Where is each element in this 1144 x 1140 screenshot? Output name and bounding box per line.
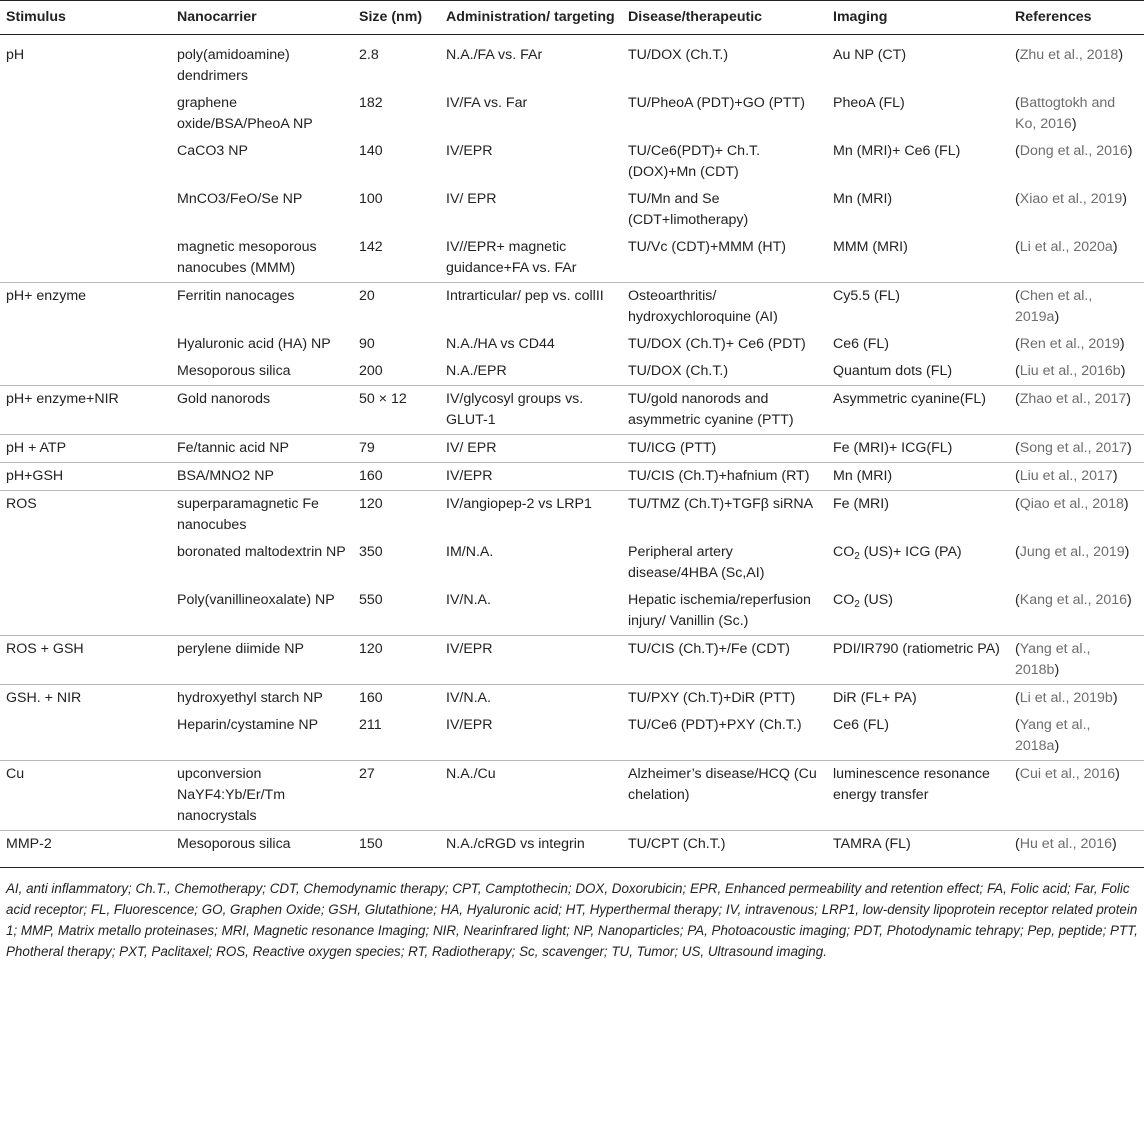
cell-stimulus: pH+ enzyme+NIR xyxy=(0,386,171,435)
cell-reference[interactable]: (Yang et al., 2018a) xyxy=(1015,717,1091,754)
cell-administration: IV/EPR xyxy=(440,463,622,491)
cell-reference[interactable]: (Song et al., 2017) xyxy=(1009,435,1144,463)
cell-administration: IV/ EPR xyxy=(440,435,622,463)
cell-administration: IV/EPR xyxy=(446,717,493,733)
cell-disease: TU/Mn and Se (CDT+limotherapy) xyxy=(628,191,749,228)
cell-size: 120 xyxy=(353,636,440,685)
cell-reference[interactable]: (Liu et al., 2016b) xyxy=(1015,363,1126,379)
table-row xyxy=(0,463,1144,491)
cell-administration: IV/N.A. xyxy=(440,685,622,713)
cell-nanocarrier: superparamagnetic Fe nanocubes xyxy=(171,491,353,540)
cell-reference[interactable]: (Cui et al., 2016) xyxy=(1009,761,1144,831)
cell-administration: IV/FA vs. Far xyxy=(446,95,528,111)
table-row xyxy=(0,712,1144,761)
cell-reference[interactable]: (Qiao et al., 2018) xyxy=(1009,491,1144,540)
cell-imaging: Ce6 (FL) xyxy=(833,717,889,733)
cell-size: 50 × 12 xyxy=(353,386,440,435)
cell-imaging: luminescence resonance energy transfer xyxy=(827,761,1009,831)
table-row xyxy=(0,35,1144,91)
cell-disease: TU/CIS (Ch.T)+/Fe (CDT) xyxy=(622,636,827,685)
cell-imaging: Mn (MRI) xyxy=(827,463,1009,491)
cell-size: 100 xyxy=(359,191,383,207)
cell-reference[interactable]: (Zhao et al., 2017) xyxy=(1009,386,1144,435)
table-row xyxy=(0,386,1144,435)
table-row xyxy=(0,358,1144,386)
cell-stimulus xyxy=(0,358,171,386)
cell-size: 350 xyxy=(359,544,383,560)
header-size: Size (nm) xyxy=(353,1,440,35)
cell-administration: IV/N.A. xyxy=(446,592,491,608)
table-row xyxy=(0,539,1144,587)
cell-size: 200 xyxy=(359,363,383,379)
cell-stimulus: MMP-2 xyxy=(0,831,171,868)
cell-stimulus xyxy=(0,539,171,587)
cell-disease: TU/Vc (CDT)+MMM (HT) xyxy=(628,239,787,255)
table-row xyxy=(0,138,1144,186)
cell-reference[interactable]: (Zhu et al., 2018) xyxy=(1015,47,1124,63)
cell-stimulus: pH + ATP xyxy=(0,435,171,463)
cell-stimulus xyxy=(0,587,171,636)
cell-nanocarrier: Hyaluronic acid (HA) NP xyxy=(177,336,331,352)
cell-size: 211 xyxy=(359,717,382,733)
header-references: References xyxy=(1009,1,1144,35)
header-stimulus: Stimulus xyxy=(0,1,171,35)
cell-reference[interactable]: (Jung et al., 2019) xyxy=(1015,544,1130,560)
cell-reference[interactable]: (Li et al., 2020a) xyxy=(1015,239,1118,255)
cell-size: 140 xyxy=(359,143,383,159)
cell-imaging: DiR (FL+ PA) xyxy=(827,685,1009,713)
cell-administration: N.A./Cu xyxy=(440,761,622,831)
cell-disease: Osteoarthritis/ hydroxychloroquine (AI) xyxy=(622,283,827,332)
cell-administration: N.A./FA vs. FAr xyxy=(446,47,543,63)
cell-size: 120 xyxy=(353,491,440,540)
cell-administration: N.A./cRGD vs integrin xyxy=(440,831,622,868)
cell-imaging: MMM (MRI) xyxy=(833,239,908,255)
cell-reference[interactable]: (Battogtokh and Ko, 2016) xyxy=(1015,95,1116,132)
cell-nanocarrier: boronated maltodextrin NP xyxy=(177,544,346,560)
cell-imaging: Fe (MRI) xyxy=(827,491,1009,540)
cell-size: 79 xyxy=(353,435,440,463)
cell-nanocarrier: hydroxyethyl starch NP xyxy=(171,685,353,713)
cell-nanocarrier: BSA/MNO2 NP xyxy=(171,463,353,491)
header-imaging: Imaging xyxy=(827,1,1009,35)
cell-size: 150 xyxy=(353,831,440,868)
table-row xyxy=(0,831,1144,868)
header-nanocarrier: Nanocarrier xyxy=(171,1,353,35)
table-row xyxy=(0,283,1144,332)
cell-administration: N.A./EPR xyxy=(446,363,507,379)
table-row xyxy=(0,234,1144,283)
cell-stimulus: Cu xyxy=(0,761,171,831)
cell-stimulus: GSH. + NIR xyxy=(0,685,171,713)
header-administration: Administration/ targeting xyxy=(440,1,622,35)
table-row xyxy=(0,761,1144,831)
cell-reference[interactable]: (Dong et al., 2016) xyxy=(1015,143,1133,159)
cell-disease: Alzheimer’s disease/HCQ (Cu chelation) xyxy=(622,761,827,831)
cell-stimulus: ROS xyxy=(0,491,171,540)
cell-nanocarrier: magnetic mesoporous nanocubes (MMM) xyxy=(177,239,317,276)
table-row xyxy=(0,636,1144,685)
header-disease: Disease/therapeutic xyxy=(622,1,827,35)
cell-nanocarrier: Mesoporous silica xyxy=(171,831,353,868)
cell-reference[interactable]: (Liu et al., 2017) xyxy=(1009,463,1144,491)
cell-administration: Intrarticular/ pep vs. collII xyxy=(440,283,622,332)
cell-imaging: Quantum dots (FL) xyxy=(833,363,953,379)
cell-stimulus xyxy=(0,186,171,234)
cell-nanocarrier: Mesoporous silica xyxy=(177,363,291,379)
cell-imaging: $CO_2$ (US) xyxy=(833,592,893,610)
cell-disease: TU/CIS (Ch.T)+hafnium (RT) xyxy=(622,463,827,491)
cell-size: 2.8 xyxy=(359,47,379,63)
cell-disease: TU/DOX (Ch.T.) xyxy=(628,363,729,379)
table-row xyxy=(0,435,1144,463)
cell-size: 160 xyxy=(353,463,440,491)
cell-disease: TU/Ce6(PDT)+ Ch.T. (DOX)+Mn (CDT) xyxy=(628,143,761,180)
table-row xyxy=(0,491,1144,540)
cell-imaging: Cy5.5 (FL) xyxy=(827,283,1009,332)
cell-imaging: PDI/IR790 (ratiometric PA) xyxy=(827,636,1009,685)
table-header xyxy=(0,1,1144,35)
cell-nanocarrier: Gold nanorods xyxy=(171,386,353,435)
cell-nanocarrier: poly(amidoamine) dendrimers xyxy=(177,47,290,84)
cell-disease: Hepatic ischemia/reperfusion injury/ Vanillin (Sc.) xyxy=(628,592,811,629)
header-row xyxy=(0,1,1144,35)
cell-size: 20 xyxy=(353,283,440,332)
cell-reference[interactable]: (Kang et al., 2016) xyxy=(1015,592,1132,608)
cell-size: 142 xyxy=(359,239,383,255)
cell-disease: TU/DOX (Ch.T.) xyxy=(628,47,729,63)
cell-administration: IV/angiopep-2 vs LRP1 xyxy=(440,491,622,540)
cell-nanocarrier: perylene diimide NP xyxy=(171,636,353,685)
table-row xyxy=(0,186,1144,234)
cell-imaging: Asymmetric cyanine(FL) xyxy=(827,386,1009,435)
cell-nanocarrier: Heparin/cystamine NP xyxy=(177,717,319,733)
cell-imaging: Ce6 (FL) xyxy=(833,336,889,352)
cell-imaging: $CO_2$ (US)+ ICG (PA) xyxy=(833,544,962,562)
cell-nanocarrier: upconversion NaYF4:Yb/Er/Tm nanocrystals xyxy=(171,761,353,831)
cell-reference[interactable]: (Xiao et al., 2019) xyxy=(1015,191,1128,207)
cell-size: 160 xyxy=(353,685,440,713)
cell-administration: N.A./HA vs CD44 xyxy=(446,336,555,352)
cell-reference[interactable]: (Li et al., 2019b) xyxy=(1009,685,1144,713)
cell-nanocarrier: MnCO3/FeO/Se NP xyxy=(177,191,303,207)
cell-imaging: Mn (MRI) xyxy=(833,191,893,207)
cell-imaging: PheoA (FL) xyxy=(833,95,905,111)
cell-nanocarrier: graphene oxide/BSA/PheoA NP xyxy=(177,95,313,132)
cell-size: 182 xyxy=(359,95,383,111)
table-footnote: AI, anti inflammatory; Ch.T., Chemotherapy; CDT, Chemodynamic therapy; CPT, Camptothecin; DOX, Doxorubicin; EPR, Enhanced permeability and retention effect; FA, Folic acid; Far, Folic acid receptor; FL, Fluorescence; GO, Graphen Oxide; GSH, Glutathione; HA, Hyaluronic acid; HT, Hyperthermal therapy; IV, intravenous; LRP1, low-density lipoprotein receptor related protein 1; MMP, Matrix metallo proteinases; MRI, Magnetic resonance Imaging; NIR, Nearinfrared light; NP, Nanoparticles; PA, Photoacoustic imaging; PDT, Photodynamic tehrapy; Pep, peptide; PTT, Photheral therapy; PXT, Paclitaxel; ROS, Reactive oxygen species; RT, Radiotherapy; Sc, scavenger; TU, Tumor; US, Ultrasound imaging. xyxy=(6,881,1138,959)
cell-disease: TU/ICG (PTT) xyxy=(622,435,827,463)
cell-disease: TU/PheoA (PDT)+GO (PTT) xyxy=(628,95,805,111)
cell-disease: TU/TMZ (Ch.T)+TGFβ siRNA xyxy=(622,491,827,540)
cell-stimulus xyxy=(0,712,171,761)
cell-stimulus xyxy=(0,90,171,138)
cell-size: 550 xyxy=(359,592,383,608)
cell-nanocarrier: CaCO3 NP xyxy=(177,143,248,159)
cell-administration: IV/ EPR xyxy=(446,191,497,207)
cell-disease: Peripheral artery disease/4HBA (Sc,AI) xyxy=(628,544,765,581)
cell-disease: TU/PXY (Ch.T)+DiR (PTT) xyxy=(622,685,827,713)
cell-reference[interactable]: (Yang et al., 2018b) xyxy=(1009,636,1144,685)
cell-administration: IM/N.A. xyxy=(446,544,494,560)
cell-reference[interactable]: (Hu et al., 2016) xyxy=(1009,831,1144,868)
cell-administration: IV/EPR xyxy=(440,636,622,685)
cell-disease: TU/gold nanorods and asymmetric cyanine (PTT) xyxy=(622,386,827,435)
cell-stimulus xyxy=(0,138,171,186)
cell-nanocarrier: Poly(vanillineoxalate) NP xyxy=(177,592,335,608)
cell-administration: IV/glycosyl groups vs. GLUT-1 xyxy=(440,386,622,435)
cell-stimulus: pH+GSH xyxy=(0,463,171,491)
cell-nanocarrier: Ferritin nanocages xyxy=(171,283,353,332)
cell-disease: TU/CPT (Ch.T.) xyxy=(622,831,827,868)
table-body xyxy=(0,35,1144,868)
cell-imaging: Au NP (CT) xyxy=(833,47,907,63)
cell-stimulus: ROS + GSH xyxy=(0,636,171,685)
cell-disease: TU/Ce6 (PDT)+PXY (Ch.T.) xyxy=(628,717,802,733)
table-row xyxy=(0,685,1144,713)
cell-imaging: Fe (MRI)+ ICG(FL) xyxy=(827,435,1009,463)
cell-reference[interactable]: (Ren et al., 2019) xyxy=(1015,336,1125,352)
cell-reference[interactable]: (Chen et al., 2019a) xyxy=(1009,283,1144,332)
cell-imaging: Mn (MRI)+ Ce6 (FL) xyxy=(833,143,961,159)
table-row xyxy=(0,587,1144,636)
cell-administration: IV//EPR+ magnetic guidance+FA vs. FAr xyxy=(446,239,577,276)
cell-imaging: TAMRA (FL) xyxy=(827,831,1009,868)
table-row xyxy=(0,331,1144,358)
cell-stimulus xyxy=(0,234,171,283)
cell-nanocarrier: Fe/tannic acid NP xyxy=(171,435,353,463)
cell-administration: IV/EPR xyxy=(446,143,493,159)
cell-stimulus: pH+ enzyme xyxy=(0,283,171,332)
cell-stimulus xyxy=(0,331,171,358)
cell-size: 27 xyxy=(353,761,440,831)
cell-stimulus: pH xyxy=(6,47,25,63)
cell-disease: TU/DOX (Ch.T)+ Ce6 (PDT) xyxy=(628,336,806,352)
cell-size: 90 xyxy=(359,336,375,352)
table-row xyxy=(0,90,1144,138)
